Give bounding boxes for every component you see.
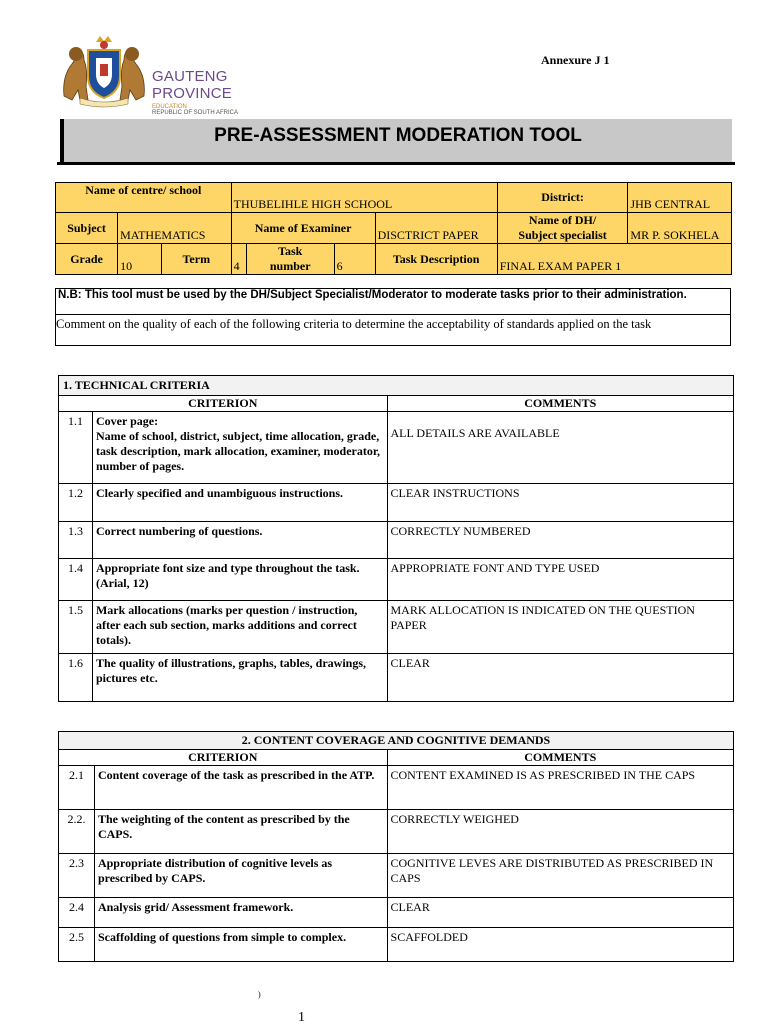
technical-title: 1. TECHNICAL CRITERIA bbox=[59, 376, 734, 396]
task-desc-label: Task Description bbox=[375, 244, 497, 275]
criterion-text: Cover page: bbox=[95, 414, 159, 428]
grade-value: 10 bbox=[118, 244, 162, 275]
page-title: PRE-ASSESSMENT MODERATION TOOL bbox=[214, 125, 582, 146]
comment-cell: MARK ALLOCATION IS INDICATED ON THE QUESTION PAPER bbox=[387, 601, 733, 654]
examiner-label: Name of Examiner bbox=[231, 213, 375, 244]
table-row bbox=[59, 854, 734, 898]
table-row bbox=[59, 928, 734, 962]
row-number: 2.4 bbox=[59, 898, 95, 928]
title-underline bbox=[57, 162, 735, 165]
grade-label: Grade bbox=[56, 244, 118, 275]
row-number: 2.5 bbox=[59, 928, 95, 962]
comment-cell: APPROPRIATE FONT AND TYPE USED bbox=[387, 559, 733, 601]
criterion-text: Mark allocations (marks per question / instruction, after each sub section, marks additions and correct totals). bbox=[92, 601, 387, 654]
criterion-text: Appropriate font size and type throughout the task. (Arial, 12) bbox=[92, 559, 387, 601]
criterion-text: Correct numbering of questions. bbox=[92, 522, 387, 559]
logo-country: REPUBLIC OF SOUTH AFRICA bbox=[152, 110, 239, 116]
dh-label-line1: Name of DH/ bbox=[528, 213, 597, 227]
row-number: 1.1 bbox=[59, 412, 93, 484]
gauteng-logo bbox=[58, 36, 288, 116]
criterion-text: Clearly specified and unambiguous instructions. bbox=[92, 484, 387, 522]
table-row bbox=[59, 601, 734, 654]
technical-criteria-table bbox=[58, 375, 734, 702]
annexure-label: Annexure J 1 bbox=[541, 53, 610, 67]
centre-value: THUBELIHLE HIGH SCHOOL bbox=[231, 183, 497, 213]
criterion-text: The quality of illustrations, graphs, tables, drawings, pictures etc. bbox=[92, 654, 387, 702]
subject-value: MATHEMATICS bbox=[118, 213, 232, 244]
content-coverage-table bbox=[58, 731, 734, 962]
centre-label: Name of centre/ school bbox=[56, 183, 232, 213]
task-label-line2: number bbox=[269, 259, 311, 273]
criterion-subtext: Name of school, district, subject, time allocation, grade, task description, mark allocation, examiner, moderator, number of pages. bbox=[95, 429, 381, 473]
criterion-text: Appropriate distribution of cognitive levels as prescribed by CAPS. bbox=[94, 854, 387, 898]
instruction-text: Comment on the quality of each of the following criteria to determine the acceptability of standards applied on the task bbox=[55, 314, 731, 346]
coat-of-arms-icon bbox=[58, 36, 150, 108]
content-comments-header: COMMENTS bbox=[387, 750, 733, 766]
content-title: 2. CONTENT COVERAGE AND COGNITIVE DEMANDS bbox=[59, 732, 734, 750]
row-number: 1.3 bbox=[59, 522, 93, 559]
task-label-line1: Task bbox=[278, 244, 303, 258]
comment-cell: CONTENT EXAMINED IS AS PRESCRIBED IN THE CAPS bbox=[387, 766, 733, 810]
district-value: JHB CENTRAL bbox=[628, 183, 732, 213]
technical-comments-header: COMMENTS bbox=[387, 396, 733, 412]
dh-value: MR P. SOKHELA bbox=[628, 213, 732, 244]
criterion-text: Content coverage of the task as prescribed in the ATP. bbox=[94, 766, 387, 810]
table-row bbox=[59, 412, 734, 484]
criterion-text: Scaffolding of questions from simple to complex. bbox=[94, 928, 387, 962]
nb-note: N.B: This tool must be used by the DH/Subject Specialist/Moderator to moderate tasks prior to their administration. bbox=[55, 288, 731, 315]
comment-cell: CORRECTLY WEIGHED bbox=[387, 810, 733, 854]
dh-label bbox=[497, 213, 628, 244]
row-number: 2.1 bbox=[59, 766, 95, 810]
comment-cell: CORRECTLY NUMBERED bbox=[387, 522, 733, 559]
table-row bbox=[59, 898, 734, 928]
comment-cell: CLEAR bbox=[387, 898, 733, 928]
comment-cell: COGNITIVE LEVES ARE DISTRIBUTED AS PRESCRIBED IN CAPS bbox=[387, 854, 733, 898]
task-value: 6 bbox=[334, 244, 374, 274]
page-number: 1 bbox=[298, 1010, 305, 1025]
comment-cell: CLEAR bbox=[387, 654, 733, 702]
table-row bbox=[59, 810, 734, 854]
row-number: 2.2. bbox=[59, 810, 95, 854]
content-criterion-header: CRITERION bbox=[59, 750, 388, 766]
logo-province: GAUTENG PROVINCE bbox=[152, 68, 232, 102]
table-row bbox=[59, 522, 734, 559]
row-number: 1.5 bbox=[59, 601, 93, 654]
examiner-value: DISCTRICT PAPER bbox=[375, 213, 497, 244]
term-label: Term bbox=[162, 244, 232, 275]
table-row bbox=[59, 559, 734, 601]
table-row bbox=[59, 654, 734, 702]
dh-label-line2: Subject specialist bbox=[518, 228, 607, 242]
title-banner bbox=[60, 119, 732, 162]
table-row bbox=[59, 484, 734, 522]
comment-cell: CLEAR INSTRUCTIONS bbox=[387, 484, 733, 522]
district-label: District: bbox=[497, 183, 628, 213]
criterion-text: The weighting of the content as prescribed by the CAPS. bbox=[94, 810, 387, 854]
term-value: 4 bbox=[232, 244, 247, 274]
logo-dept: EDUCATION bbox=[152, 104, 187, 110]
table-row bbox=[59, 766, 734, 810]
criterion-text: Analysis grid/ Assessment framework. bbox=[94, 898, 387, 928]
row-number: 1.6 bbox=[59, 654, 93, 702]
footer-mark: ) bbox=[258, 990, 261, 999]
row-number: 1.2 bbox=[59, 484, 93, 522]
task-label bbox=[246, 244, 334, 274]
comment-cell: ALL DETAILS ARE AVAILABLE bbox=[387, 412, 733, 484]
info-table bbox=[55, 182, 732, 275]
technical-criterion-header: CRITERION bbox=[59, 396, 388, 412]
task-desc-value: FINAL EXAM PAPER 1 bbox=[497, 244, 731, 275]
row-number: 1.4 bbox=[59, 559, 93, 601]
comment-cell: SCAFFOLDED bbox=[387, 928, 733, 962]
row-number: 2.3 bbox=[59, 854, 95, 898]
subject-label: Subject bbox=[56, 213, 118, 244]
